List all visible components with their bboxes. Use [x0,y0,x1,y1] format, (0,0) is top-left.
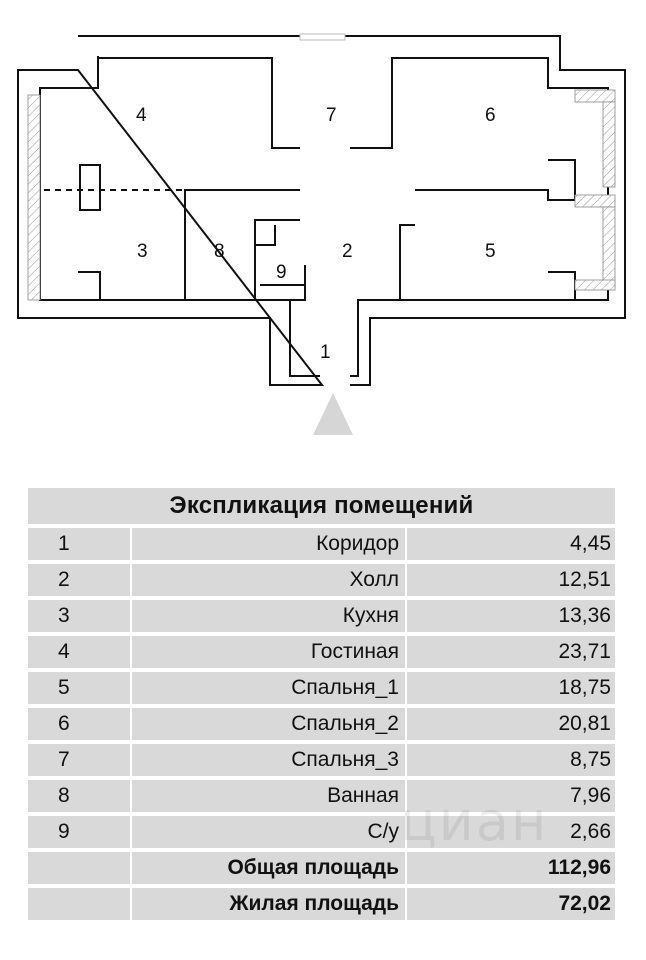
total-area-value: 112,96 [407,852,615,884]
floor-plan [0,0,646,450]
table-title: Экспликация помещений [28,488,615,524]
table-row [28,744,615,776]
room-name: Спальня_2 [132,708,405,740]
table-row [28,708,615,740]
room-name: Холл [132,564,405,596]
room-name: Ванная [132,780,405,812]
room-area: 12,51 [407,564,615,596]
room-name: Спальня_3 [132,744,405,776]
room-area: 7,96 [407,780,615,812]
living-area-label: Жилая площадь [132,888,405,920]
room-number: 4 [28,636,130,668]
table-row [28,600,615,632]
living-area-value: 72,02 [407,888,615,920]
explication-table [28,484,615,924]
room-label-9: 9 [276,262,287,283]
room-area: 2,66 [407,816,615,848]
room-label-4: 4 [136,105,147,126]
room-label-3: 3 [137,241,148,262]
table-row [28,564,615,596]
table-row [28,636,615,668]
room-label-1: 1 [320,342,331,363]
room-name: Спальня_1 [132,672,405,704]
room-name: Коридор [132,528,405,560]
living-area-row [28,888,615,920]
inner-wall [40,56,608,300]
table-row [28,672,615,704]
room-number: 6 [28,708,130,740]
room-area: 18,75 [407,672,615,704]
room-name: С/у [132,816,405,848]
table-row [28,528,615,560]
total-area-label: Общая площадь [132,852,405,884]
room-label-2: 2 [342,241,353,262]
room-label-8: 8 [214,241,225,262]
triangle-arrow-icon [313,393,353,435]
room-area: 20,81 [407,708,615,740]
table-title-row [28,488,615,524]
room-number: 7 [28,744,130,776]
room-number: 1 [28,528,130,560]
total-area-row [28,852,615,884]
room-label-6: 6 [485,105,496,126]
room-label-5: 5 [485,241,496,262]
room-number: 2 [28,564,130,596]
cian-watermark: циан [400,790,549,853]
room-area: 13,36 [407,600,615,632]
room-area: 4,45 [407,528,615,560]
room-label-7: 7 [326,105,337,126]
room-name: Кухня [132,600,405,632]
outer-wall [18,36,625,385]
room-number: 3 [28,600,130,632]
room-area: 8,75 [407,744,615,776]
room-number: 8 [28,780,130,812]
room-number: 9 [28,816,130,848]
room-area: 23,71 [407,636,615,668]
room-number: 5 [28,672,130,704]
room-name: Гостиная [132,636,405,668]
